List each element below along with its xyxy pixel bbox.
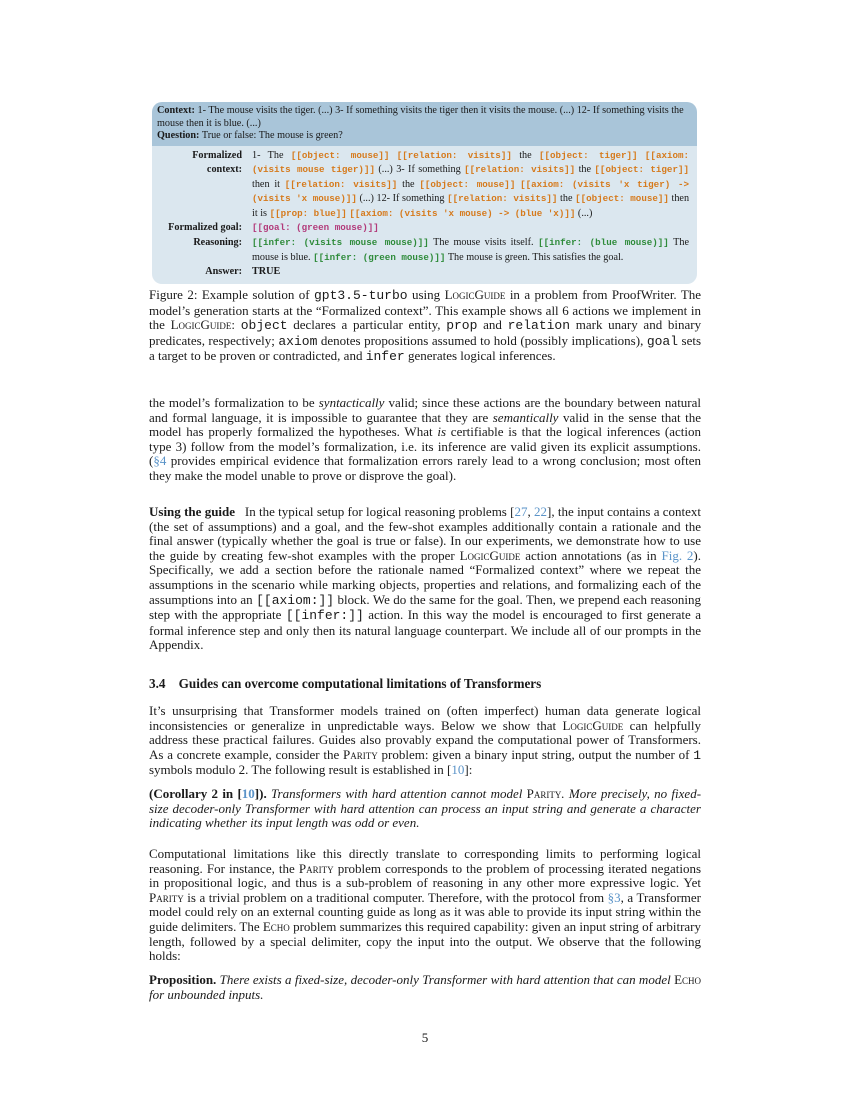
citation-10-link[interactable]: 10 — [241, 786, 255, 801]
figure-2-link[interactable]: Fig. 2 — [661, 547, 694, 563]
body-text: Computational limitations like this directly translate to corresponding limits to performing logical reasoning. For instance, the — [149, 846, 701, 876]
infer-annotation: [[infer: (green mouse)]] — [313, 251, 446, 263]
body-text: can helpfully address these practical failures. Guides also provably expand the computational power of Transformers. As a concrete example, consider the — [149, 717, 702, 762]
answer-row — [157, 265, 689, 280]
section-number: 3.4 — [149, 676, 166, 691]
proposition-text: There exists a fixed-size, decoder-only Transformer with hard attention that can model — [219, 972, 671, 987]
formalized-label-line2: context: — [206, 164, 242, 176]
caption-text: Figure 2: Example solution of — [149, 287, 310, 302]
fc-object-annotation: [[object: tiger]] — [539, 149, 638, 161]
fc-object-annotation: [[object: mouse]] — [290, 149, 390, 161]
fc-relation-annotation: [[relation: visits]] — [284, 178, 398, 190]
fc-relation-annotation: [[relation: visits]] — [447, 193, 558, 205]
fc-text: then it is — [252, 193, 690, 219]
fc-text: (...) 12- If something — [359, 193, 445, 205]
citation-10-link[interactable]: 10 — [451, 762, 465, 778]
proposition — [149, 973, 701, 1002]
section-title: Guides can overcome computational limitations of Transformers — [178, 676, 542, 691]
infer-code: [[infer:]] — [285, 608, 364, 624]
formalized-box — [152, 146, 697, 284]
body-text: the model’s formalization to be — [149, 395, 315, 410]
question-label: Question: — [157, 130, 200, 141]
caption-text: using — [412, 287, 441, 302]
figure-caption — [149, 288, 701, 365]
body-text: is a trivial problem on a traditional computer. Therefore, with the protocol from — [187, 889, 605, 905]
page-number: 5 — [421, 1030, 429, 1045]
citation-22-link[interactable]: 22 — [534, 504, 548, 519]
body-text: problem: given a binary input string, output the number of — [381, 746, 690, 762]
fc-text: the — [560, 193, 573, 205]
body-text: ], the input contains a context (the set of assumptions) and a goal, and the few-shot examples additionally contain a rationale and the final answer (typically whether the goal is true or false). In our experiments, we demonstrate how to use the guide by creating few-shot examples with the proper — [149, 504, 702, 563]
fc-prop-annotation: [[prop: blue]] — [269, 207, 347, 219]
corollary-text: . More precisely, no fixed-size decoder-only Transformer with hard attention can process an input string and generate a character indicating whether its input length was odd or even. — [149, 786, 702, 831]
corollary — [149, 787, 701, 831]
caption-code: gpt3.5-turbo — [313, 288, 408, 303]
body-text: valid in the sense that the model has properly formalized the hypotheses. What — [149, 409, 702, 440]
formalized-context-row — [157, 149, 689, 222]
fc-text: the — [578, 164, 592, 176]
fc-axiom-annotation: [[axiom: (visits 'x tiger) -> (visits 'x mouse)]] — [252, 178, 690, 205]
parity-name: Parity — [526, 786, 562, 801]
reasoning-text: The mouse visits itself. — [433, 237, 534, 249]
caption-text: generates logical inferences. — [407, 348, 556, 364]
paragraph-limitations — [149, 704, 701, 778]
body-text: ). Specifically, we add a section before the rationale named “Formalized context” where we repeat the assumptions in the scenario while marking objects, properties and relations, and formalizing each of the assumptions into an — [149, 547, 702, 607]
emphasis: semantically — [492, 409, 559, 425]
caption-text: in a problem from ProofWriter. The model’s generation starts at the “Formalized context”. This example shows all 6 actions we implement in the — [149, 287, 702, 333]
caption-code: infer — [365, 349, 405, 365]
emphasis: syntactically — [318, 395, 385, 410]
context-label: Context: — [157, 105, 195, 116]
body-text: , — [527, 504, 535, 519]
parity-name: Parity — [298, 860, 334, 876]
axiom-code: [[axiom:]] — [256, 592, 335, 608]
corollary-label: (Corollary 2 in [ — [149, 786, 242, 801]
body-text: symbols modulo 2. The following result is established in [ — [149, 762, 452, 778]
fc-relation-annotation: [[relation: visits]] — [396, 149, 512, 161]
fc-text: the — [402, 178, 415, 190]
paragraph-computational-limits — [149, 847, 701, 964]
caption-code: goal — [646, 333, 679, 349]
reasoning-row — [157, 236, 689, 265]
body-text: problem corresponds to the problem of processing iterated negations in propositional logic, and thus is a sub-problem of reasoning in any other more expressive logic. Yet — [149, 860, 701, 891]
fc-text: then it — [252, 178, 280, 190]
caption-text: : — [231, 317, 236, 333]
question-text: True or false: The mouse is green? — [201, 130, 343, 141]
fc-relation-annotation: [[relation: visits]] — [464, 164, 576, 176]
caption-text: denotes propositions assumed to hold (possibly implications), — [320, 332, 644, 348]
fc-axiom-annotation: [[axiom: (visits 'x mouse) -> (blue 'x)]] — [349, 207, 576, 219]
section-3-link[interactable]: §3 — [607, 889, 621, 905]
proposition-text: for unbounded inputs. — [149, 986, 264, 1002]
parity-name: Parity — [343, 746, 378, 762]
caption-code: prop — [446, 318, 478, 334]
reasoning-label: Reasoning: — [193, 237, 242, 249]
fc-text: (...) — [577, 207, 593, 219]
fc-text: (...) 3- If something — [378, 164, 461, 176]
formalized-label-line1: Formalized — [192, 149, 242, 161]
logicguide-name: LogicGuide — [170, 317, 232, 333]
body-text: ]: — [464, 762, 473, 778]
emphasis: is — [437, 424, 447, 440]
echo-name: Echo — [674, 972, 702, 987]
parity-name: Parity — [149, 889, 184, 905]
question-line — [157, 130, 691, 143]
reasoning-text: The mouse is green. This satisfies the goal. — [447, 251, 624, 263]
fc-text: 1- The — [252, 149, 284, 161]
answer-value: TRUE — [252, 266, 281, 278]
one-symbol: 1 — [693, 747, 702, 763]
body-text: problem summarizes this required capability: given an input string of arbitrary length, followed by a special delimiter, copy the input into the output. We observe that the following holds: — [149, 918, 702, 964]
corollary-label: ]). — [254, 786, 267, 801]
formalized-context-label — [157, 149, 252, 222]
infer-annotation: [[infer: (blue mouse)]] — [538, 237, 669, 249]
fc-object-annotation: [[object: tiger]] — [594, 164, 689, 176]
formalized-context-value — [252, 149, 689, 222]
paragraph-formalization — [149, 396, 701, 484]
fc-axiom-annotation: [[axiom: (visits mouse tiger)]] — [252, 149, 690, 176]
proposition-label: Proposition. — [149, 972, 217, 987]
caption-text: sets a target to be proven or contradicted, and — [149, 332, 702, 364]
body-text: In the typical setup for logical reasoning problems [ — [244, 504, 515, 519]
reasoning-value — [252, 236, 689, 265]
body-text: provides empirical evidence that formalization errors rarely lead to a wrong conclusion; most often they make the model unable to prove or disprove the goal). — [149, 453, 702, 483]
caption-text: mark unary and binary predicates, respectively; — [149, 317, 702, 348]
context-line — [157, 105, 691, 130]
goal-annotation: [[goal: (green mouse)]] — [252, 222, 379, 234]
body-text: certifiable is that the logical inferences (action type 3) follow from the model’s formalization, i.e. its inference are valid given its explicit assumptions. ( — [149, 424, 701, 469]
echo-name: Echo — [262, 918, 290, 934]
fc-object-annotation: [[object: mouse]] — [575, 193, 669, 205]
section-4-link[interactable]: §4 — [153, 453, 167, 469]
context-text: 1- The mouse visits the tiger. (...) 3- If something visits the tiger then it visits the mouse. (...) 12- If something visits the mouse then it is blue. (...) — [157, 105, 684, 129]
caption-code: object — [240, 318, 288, 334]
logicguide-name: LogicGuide — [459, 547, 521, 563]
context-box — [152, 102, 697, 146]
logicguide-name: LogicGuide — [444, 287, 506, 302]
fc-text: the — [519, 149, 532, 161]
fc-object-annotation: [[object: mouse]] — [419, 178, 516, 190]
body-text: action. In this way the model is encouraged to first generate a formal inference step and only then its natural language counterpart. We include all of our prompts in the Appendix. — [149, 607, 701, 653]
body-text: block. We do the same for the goal. Then, we prepend each reasoning step with the appropriate — [149, 591, 702, 623]
section-heading — [149, 677, 701, 692]
logicguide-name: LogicGuide — [562, 717, 624, 733]
caption-code: axiom — [278, 333, 318, 349]
paragraph-using-the-guide — [149, 505, 701, 653]
caption-text: and — [483, 317, 502, 333]
figure-2-example — [152, 102, 697, 284]
body-text: It’s unsurprising that Transformer models trained on (often imperfect) human data generate logical inconsistencies or generalize in unpredictable ways. Below we show that — [149, 703, 701, 733]
body-text: , a Transformer model could rely on an external counting guide as long as it was able to provide its input string within the guide delimiters. The — [149, 889, 701, 934]
caption-text: declares a particular entity, — [293, 317, 441, 333]
answer-label: Answer: — [205, 266, 242, 278]
infer-annotation: [[infer: (visits mouse mouse)]] — [252, 237, 429, 249]
citation-27-link[interactable]: 27 — [514, 504, 528, 519]
formalized-goal-label: Formalized goal: — [168, 222, 242, 234]
caption-code: relation — [507, 318, 571, 334]
paragraph-heading: Using the guide — [149, 504, 236, 519]
body-text: valid; since these actions are the boundary between natural and formal language, it is impossible to guarantee that they are — [149, 395, 702, 425]
corollary-text: Transformers with hard attention cannot model — [271, 786, 523, 801]
reasoning-text: The mouse is blue. — [252, 237, 689, 263]
formalized-goal-row — [157, 221, 689, 236]
body-text: action annotations (as in — [525, 547, 657, 563]
